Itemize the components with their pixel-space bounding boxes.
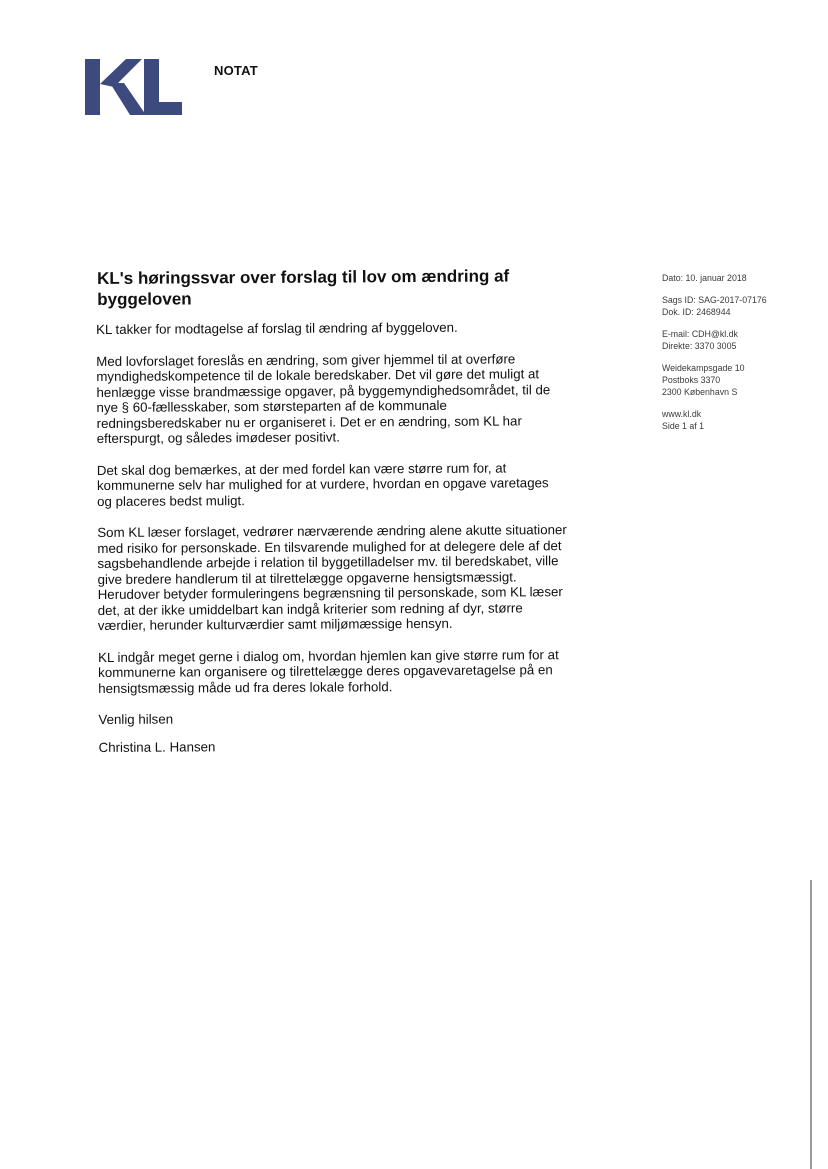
date-label: Dato: — [662, 273, 684, 283]
date-row — [662, 272, 767, 284]
web-group — [662, 408, 767, 432]
scan-edge-line — [810, 880, 812, 1169]
document-metadata — [662, 272, 767, 442]
address-line: Postboks 3370 — [662, 375, 721, 385]
id-group — [662, 294, 767, 318]
paragraph: Som KL læser forslaget, vedrører nærværende ændring alene akutte situationer med risiko for personskade. En tilsvarende mulighed for at delegere dele af det sagsbehandlende arbejde i relation til byggetilladelser mv. til beredskabet, ville give bredere handlerum til at tilrettelægge opgaverne hensigtsmæssigt. Herudover betyder formuleringens begrænsning til personskade, som KL læser det, at der ikke umiddelbart kan indgå kriterier som redning af dyr, større værdier, herunder kulturværdier samt miljømæssige hensyn. — [97, 522, 567, 633]
doc-id-value: 2468944 — [696, 307, 731, 317]
contact-group — [662, 328, 767, 352]
address-line: 2300 København S — [662, 387, 738, 397]
case-id-row — [662, 294, 767, 306]
paragraph: KL takker for modtagelse af forslag til ændring af byggeloven. — [96, 319, 458, 337]
page-number: Side 1 af 1 — [662, 421, 705, 431]
document-type-label: NOTAT — [214, 63, 258, 78]
doc-id-row — [662, 306, 767, 318]
website-link[interactable]: www.kl.dk — [662, 409, 702, 419]
address-group — [662, 362, 767, 398]
case-id-value: SAG-2017-07176 — [698, 295, 767, 305]
paragraph: KL indgår meget gerne i dialog om, hvordan hjemlen kan give større rum for at kommunerne kan organisere og tilrettelægge deres opgavevaretagelse på en hensigtsmæssig måde ud fra deres lokale forhold. — [98, 646, 559, 696]
closing-greeting: Venlig hilsen — [98, 711, 174, 727]
document-title: KL's høringssvar over forslag til lov om ændring af byggeloven — [97, 266, 510, 309]
paragraph: Det skal dog bemærkes, at der med fordel kan være større rum for, at kommunerne selv har mulighed for at vurdere, hvordan en opgave varetages og placeres bedst muligt. — [96, 459, 549, 509]
address-line: Weidekampsgade 10 — [662, 363, 745, 373]
kl-logo — [84, 57, 184, 117]
phone-label: Direkte: — [662, 341, 693, 351]
phone-value: 3370 3005 — [694, 341, 737, 351]
email-label: E-mail: — [662, 329, 690, 339]
paragraph: Med lovforslaget foreslås en ændring, som giver hjemmel til at overføre myndighedskompetence til de lokale beredskaber. Det vil gøre det muligt at henlægge visse brandmæssige opgaver, på byggemyndighedsområdet, til de nye § 60-fællesskaber, som størsteparten af de kommunale redningsberedskaber nu er organiseret i. Det er en ændring, som KL har efterspurgt, og således imødeser positivt. — [96, 350, 551, 446]
document-body — [96, 319, 569, 771]
date-value: 10. januar 2018 — [685, 273, 747, 283]
email-value[interactable]: CDH@kl.dk — [691, 329, 738, 339]
email-row — [662, 328, 767, 340]
signature-name: Christina L. Hansen — [98, 738, 216, 755]
case-id-label: Sags ID: — [662, 295, 696, 305]
doc-id-label: Dok. ID: — [662, 307, 694, 317]
date-group — [662, 272, 767, 284]
phone-row — [662, 340, 767, 352]
